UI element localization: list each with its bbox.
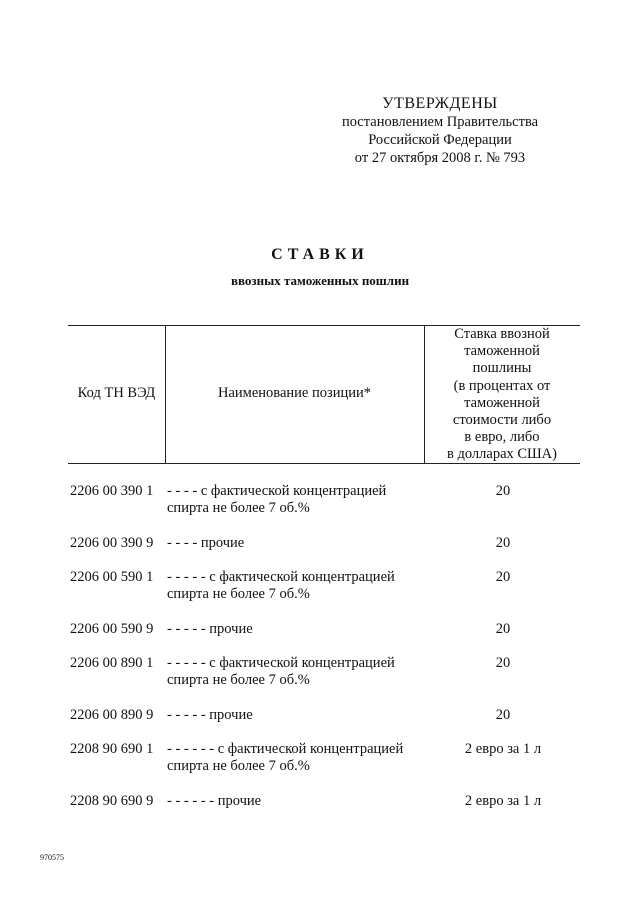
header-rate-line: в долларах США) <box>447 446 557 463</box>
header-rate-line: стоимости либо <box>452 412 552 429</box>
footer-code: 970575 <box>40 853 64 862</box>
row-name: - - - - - - с фактической концентрацией спирта не более 7 об.% <box>167 741 404 774</box>
row-rate: 20 <box>495 535 511 551</box>
approval-line: Российской Федерации <box>368 132 512 148</box>
row-rate: 2 евро за 1 л <box>464 793 542 809</box>
row-rate: 20 <box>495 707 511 723</box>
row-code: 2206 00 590 9 <box>70 621 154 637</box>
row-rate: 20 <box>495 569 511 585</box>
row-code: 2208 90 690 9 <box>70 793 154 809</box>
header-rate-line: Ставка ввозной <box>454 326 550 342</box>
row-rate: 20 <box>495 621 511 637</box>
header-name: Наименование позиции* <box>218 385 371 401</box>
approval-block <box>330 95 550 167</box>
row-name: - - - - - прочие <box>167 707 253 723</box>
row-name: - - - - - - прочие <box>167 793 262 809</box>
header-rate-line: пошлины <box>472 360 532 377</box>
row-code: 2206 00 390 9 <box>70 535 154 551</box>
header-rate-line: в евро, либо <box>464 429 540 446</box>
row-name: - - - - прочие <box>167 535 245 551</box>
row-code: 2208 90 690 1 <box>70 741 154 757</box>
header-rate-line: таможенной <box>464 343 540 360</box>
row-rate: 2 евро за 1 л <box>464 741 542 757</box>
document-title: СТАВКИ <box>271 246 369 263</box>
row-name: - - - - - прочие <box>167 621 253 637</box>
approval-line: от 27 октября 2008 г. № 793 <box>354 150 526 166</box>
approval-line: постановлением Правительства <box>341 114 539 130</box>
row-rate: 20 <box>495 655 511 671</box>
approval-title: УТВЕРЖДЕНЫ <box>382 95 498 112</box>
row-code: 2206 00 890 1 <box>70 655 154 671</box>
header-rate-line: (в процентах от <box>453 377 551 394</box>
row-code: 2206 00 590 1 <box>70 569 154 585</box>
header-rate-line: таможенной <box>464 394 540 411</box>
row-name: - - - - - с фактической концентрацией спирта не более 7 об.% <box>167 569 395 602</box>
row-code: 2206 00 890 9 <box>70 707 154 723</box>
header-rate <box>424 326 580 464</box>
row-name: - - - - с фактической концентрацией спирта не более 7 об.% <box>167 483 387 516</box>
row-name: - - - - - с фактической концентрацией спирта не более 7 об.% <box>167 655 395 688</box>
row-code: 2206 00 390 1 <box>70 483 154 499</box>
header-code: Код ТН ВЭД <box>77 385 156 401</box>
document-subtitle: ввозных таможенных пошлин <box>230 273 410 288</box>
row-rate: 20 <box>495 483 511 499</box>
